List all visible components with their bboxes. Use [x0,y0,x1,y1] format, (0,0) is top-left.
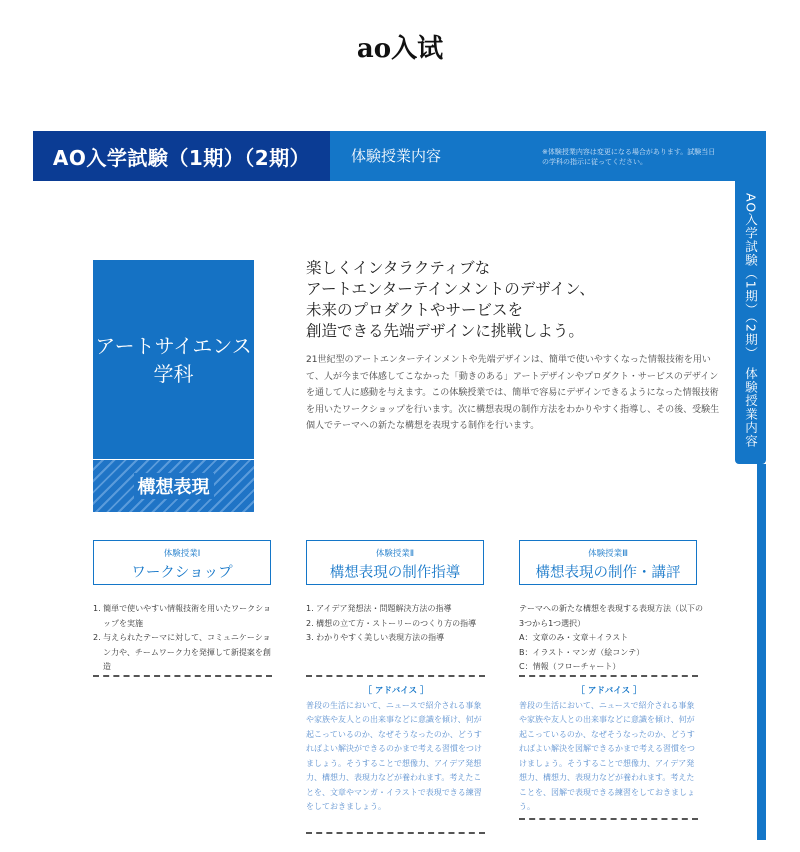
headline [306,258,726,342]
advice-text: 普段の生活において、ニュースで紹介される事象や家族や友人との出来事などに意識を傾け、何が起こっているのか、なぜそうなったのか、どうすればよい解決ができるのかまで考える習慣をつけましょう。そうすることで想像力、アイデア発想力、構想力、表現力などが養われます。考えたことを、文章やマンガ・イラストで表現できる練習をしておきましょう。 [306,700,482,811]
lesson-2-list [306,602,492,646]
side-tab-label: AO入学試験（1期）（2期） 体験授業内容 [743,193,759,449]
headline-line: アートエンターテインメントのデザイン、 [306,280,595,298]
banner-title-block [33,131,330,181]
side-index-tab [735,181,766,464]
headline-line: 楽しくインタラクティブな [306,259,491,277]
divider [306,675,485,677]
lesson-2-box [306,540,484,585]
lesson-1-title: ワークショップ [131,565,233,581]
department-name-line1: アートサイエンス [95,333,252,358]
list-item: A：文章のみ・文章＋イラスト [519,633,629,642]
concept-label-box [93,460,254,512]
list-item: B：イラスト・マンガ（絵コンテ） [519,647,645,657]
page-title: ao入试 [356,34,444,64]
banner-note: ※体験授業内容は変更になる場合があります。試験当日の学科の指示に従ってください。 [542,148,716,166]
advice-text: 普段の生活において、ニュースで紹介される事象や家族や友人との出来事などに意識を傾け、何が起こっているのか、なぜそうなったのか、どうすればよい解決を図解できるかまで考える習慣をつけましょう。そうすることで想像力、アイデア発想力、構想力、表現力などが養われます。考えたことを、図解で表現できる練習をしておきましょう。 [519,700,695,811]
headline-line: 創造できる先端デザインに挑戦しよう。 [306,322,584,340]
department-box [93,260,254,459]
lesson-3-box [519,540,697,585]
divider [306,832,485,834]
lesson-1-list [93,602,275,675]
banner-subtitle: 体験授業内容 [351,147,442,165]
headline-line: 未来のプロダクトやサービスを [306,301,524,319]
lesson-3-label: 体験授業Ⅲ [588,549,628,559]
header-banner [33,131,766,181]
concept-label: 構想表現 [134,473,214,499]
lesson-3-list [519,602,703,675]
list-item: 2. 与えられたテーマに対して、コミュニケーション力や、チームワーク力を発揮して新提案を創造 [93,633,271,671]
list-item: テーマへの新たな構想を表現する表現方法（以下の3つから1つ選択） [519,604,703,628]
list-item: 3. わかりやすく美しい表現方法の指導 [306,633,445,642]
list-item: 2. 構想の立て方・ストーリーのつくり方の指導 [306,618,477,628]
list-item: 1. 簡単で使いやすい情報技術を用いたワークショップを実施 [93,604,272,628]
lesson-3-advice [519,684,699,815]
divider [519,675,698,677]
advice-title: ［ アドバイス ］ [576,686,642,696]
list-item: 1. アイデア発想法・問題解決方法の指導 [306,604,452,613]
divider [519,818,698,820]
lesson-1-box [93,540,271,585]
lesson-3-title: 構想表現の制作・講評 [535,565,681,581]
lesson-1-label: 体験授業Ⅰ [163,549,201,559]
banner-title: AO入学試験（1期）（2期） [52,145,311,170]
advice-title: ［ アドバイス ］ [363,686,429,696]
side-rule [757,464,766,840]
description-paragraph: 21世紀型のアートエンターテインメントや先端デザインは、簡単で使いやすくなった情報技術を用いて、人が今まで体感してこなかった「動きのある」アートデザインやプロダクト・サービスのデザインを通して人に感動を与えます。この体験授業では、簡単で容易にデザインできるようになった情報技術を用いたワークショップを行います。次に構想表現の制作方法をわかりやすく指導し、その後、受験生個人でテーマへの新たな構想を表現する制作を行います。 [306,355,720,431]
lesson-2-title: 構想表現の制作指導 [329,565,461,581]
department-name-line2: 学科 [153,361,194,386]
divider [93,675,272,677]
lesson-2-label: 体験授業Ⅱ [375,549,415,559]
lesson-2-advice [306,684,486,815]
list-item: C：情報（フローチャート） [519,662,621,671]
